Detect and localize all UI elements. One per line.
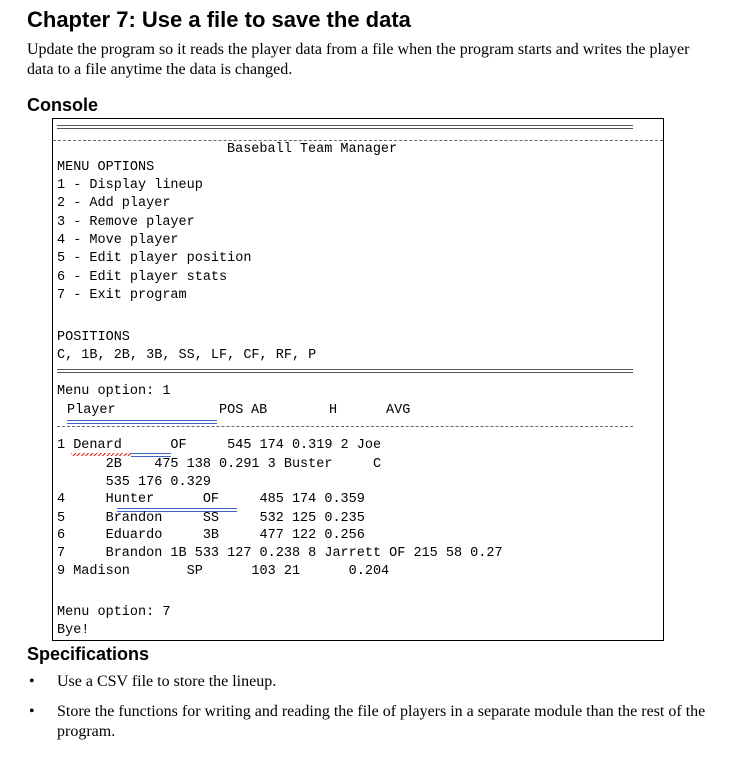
separator xyxy=(57,125,633,129)
menu-prompt: Menu option: 7 xyxy=(57,605,171,620)
separator xyxy=(57,426,633,427)
column-avg: AVG xyxy=(386,403,411,418)
list-item xyxy=(27,702,717,742)
bullet-icon: • xyxy=(29,703,35,720)
spec-text: Store the functions for writing and reading the file of players in a separate module than the rest of the program. xyxy=(57,703,706,740)
app-title: Baseball Team Manager xyxy=(227,142,398,157)
bullet-icon: • xyxy=(29,673,35,690)
console-heading: Console xyxy=(27,95,99,115)
console-output xyxy=(52,118,664,641)
specs-heading: Specifications xyxy=(27,644,150,664)
menu-item: 2 - Add player xyxy=(57,196,171,211)
lineup-row: 1 Denard OF 545 174 0.319 2 Joe xyxy=(57,438,382,453)
menu-prompt: Menu option: 1 xyxy=(57,384,171,399)
column-h: H xyxy=(329,403,338,418)
lineup-row: 5 Brandon SS 532 125 0.235 xyxy=(57,511,365,526)
lineup-row: 535 176 0.329 xyxy=(57,475,211,490)
column-player: Player xyxy=(67,403,116,418)
menu-item: 4 - Move player xyxy=(57,233,179,248)
menu-item: 3 - Remove player xyxy=(57,215,195,230)
spell-underline xyxy=(67,420,217,424)
menu-item: 6 - Edit player stats xyxy=(57,270,228,285)
positions-header: POSITIONS xyxy=(57,330,130,345)
lineup-row: 6 Eduardo 3B 477 122 0.256 xyxy=(57,528,365,543)
menu-item: 1 - Display lineup xyxy=(57,178,203,193)
menu-item: 5 - Edit player position xyxy=(57,251,252,266)
lineup-row: 7 Brandon 1B 533 127 0.238 8 Jarrett OF 215 58 0.27 xyxy=(57,546,503,561)
intro-paragraph: Update the program so it reads the player data from a file when the program starts and writes the player data to a file anytime the data is changed. xyxy=(27,41,690,78)
lineup-row: 4 Hunter OF 485 174 0.359 xyxy=(57,492,365,507)
menu-header: MENU OPTIONS xyxy=(57,160,155,175)
lineup-row: 9 Madison SP 103 21 0.204 xyxy=(57,564,390,579)
separator xyxy=(57,369,633,373)
lineup-row: 2B 475 138 0.291 3 Buster C xyxy=(57,457,382,472)
specs-list xyxy=(27,672,717,752)
column-pos: POS xyxy=(219,403,244,418)
exit-message: Bye! xyxy=(57,623,90,638)
positions-list: C, 1B, 2B, 3B, SS, LF, CF, RF, P xyxy=(57,348,317,363)
spec-text: Use a CSV file to store the lineup. xyxy=(57,673,277,690)
menu-item: 7 - Exit program xyxy=(57,288,187,303)
chapter-title: Chapter 7: Use a file to save the data xyxy=(27,7,411,32)
column-ab: AB xyxy=(251,403,268,418)
list-item xyxy=(27,672,717,692)
